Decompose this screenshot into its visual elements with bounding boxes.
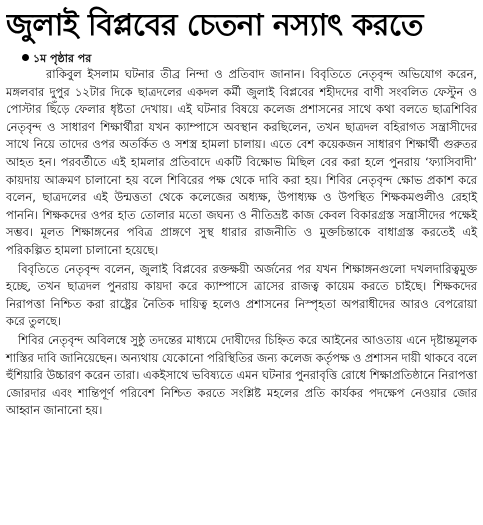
paragraph-1: রাকিবুল ইসলাম ঘটনার তীব্র নিন্দা ও প্রতিবাদ জানান। বিবৃতিতে নেতৃবৃন্দ অভিযোগ করেন, মঙ্গলবার দুপুর ১২টার দিকে ছাত্রদলের একদল কর্মী জুলাই বিপ্লবের শহীদদের বাণী সংবলিত ফেস্টুন ও পোস্টার ছিঁড়ে ফেলার ধৃষ্টতা দেখায়। এই ঘটনার বিষয়ে কলেজ প্রশাসনের সাথে কথা বলতে ছাত্রশিবির নেতৃবৃন্দ ও সাধারণ শিক্ষার্থীরা যখন ক্যাম্পাসে অবস্থান করছিলেন, তখন ছাত্রদল বহিরাগত সন্ত্রাসীদের সাথে নিয়ে তাদের ওপর অতর্কিত ও সশস্ত্র হামলা চালায়। এতে বেশ কয়েকজন সাধারণ শিক্ষার্থী গুরুতর আহত হন। পরবর্তীতে এই হামলার প্রতিবাদে একটি বিক্ষোভ মিছিল বের করা হলে পুনরায় ‘ফ্যাসিবাদী’ কায়দায় আক্রমণ চালানো হয় বলে শিবিরের পক্ষ থেকে দাবি করা হয়। শিবির নেতৃবৃন্দ ক্ষোভ প্রকাশ করে বলেন, ছাত্রদলের এই উন্মত্ততা থেকে কলেজের অধ্যক্ষ, উপাধ্যক্ষ ও উপস্থিত শিক্ষকমণ্ডলীও রেহাই পাননি। শিক্ষকদের ওপর হাত তোলার মতো জঘন্য ও নীতিভ্রষ্ট কাজ কেবল বিকারগ্রস্ত সন্ত্রাসীদের পক্ষেই সম্ভব। মূলত শিক্ষাঙ্গনের পবিত্র প্রাঙ্গণে সুস্থ ধারার রাজনীতি ও মুক্তচিন্তাকে বাধাগ্রস্ত করতেই এই পরিকল্পিত হামলা চালানো হয়েছে। xyxy=(6,67,477,257)
paragraph-2: বিবৃতিতে নেতৃবৃন্দ বলেন, জুলাই বিপ্লবের রক্তক্ষয়ী অর্জনের পর যখন শিক্ষাঙ্গনগুলো দখলদারিত্বমুক্ত হচ্ছে, তখন ছাত্রদল পুনরায় কায়দা করে ক্যাম্পাসে ত্রাসের রাজত্ব কায়েম করতে চাইছে। শিক্ষকদের নিরাপত্তা নিশ্চিত করা রাষ্ট্রের নৈতিক দায়িত্ব হলেও প্রশাসনের নিস্পৃহতা অপরাধীদের আরও বেপরোয়া করে তুলছে। xyxy=(6,261,477,329)
continued-from-text: ১ম পৃষ্ঠার পর xyxy=(33,52,92,65)
headline: জুলাই বিপ্লবের চেতনা নস্যাৎ করতে xyxy=(6,8,423,43)
paragraph-3: শিবির নেতৃবৃন্দ অবিলম্বে সুষ্ঠু তদন্তের মাধ্যমে দোষীদের চিহ্নিত করে আইনের আওতায় এনে দৃষ্টান্তমূলক শাস্তির দাবি জানিয়েছেন। অন্যথায় যেকোনো পরিস্থিতির জন্য কলেজ কর্তৃপক্ষ ও প্রশাসন দায়ী থাকবে বলে হুঁশিয়ারি উচ্চারণ করেন তারা। একইসাথে ভবিষ্যতে এমন ঘটনার পুনরাবৃত্তি রোধে শিক্ষাপ্রতিষ্ঠানে নিরাপত্তা জোরদার এবং শান্তিপূর্ণ পরিবেশ নিশ্চিত করতে সংশ্লিষ্ট মহলের প্রতি কার্যকর পদক্ষেপ নেওয়ার জোর আহ্বান জানানো হয়। xyxy=(6,332,477,418)
continued-from-marker xyxy=(6,52,477,66)
bullet-icon xyxy=(22,54,29,61)
article-body xyxy=(6,66,477,420)
